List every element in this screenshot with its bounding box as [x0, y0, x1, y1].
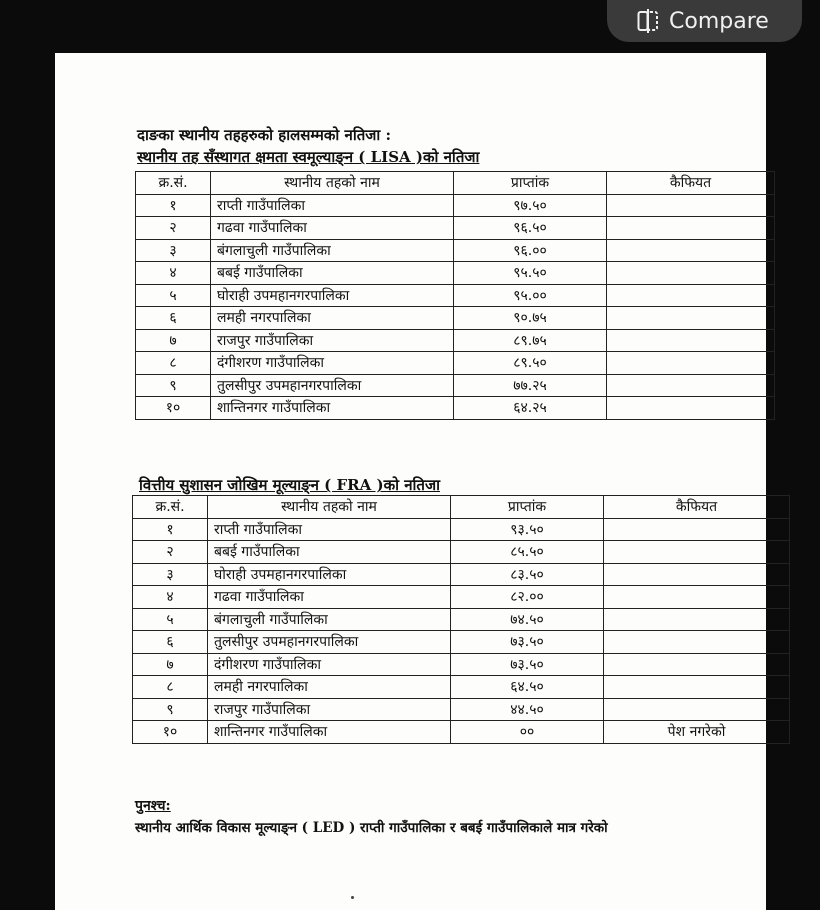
table-row [136, 194, 775, 217]
remark-cell [607, 239, 775, 262]
serial-number-cell: २ [136, 217, 211, 240]
remark-cell [604, 518, 790, 541]
remark-cell [607, 352, 775, 375]
local-level-name-cell: गढवा गाउँपालिका [208, 586, 451, 609]
table-row [136, 374, 775, 397]
score-cell: ९५.५० [454, 262, 607, 285]
score-cell: ६४.२५ [454, 397, 607, 420]
document-page [55, 53, 766, 910]
page-speck [351, 896, 354, 899]
score-cell: ८९.५० [454, 352, 607, 375]
score-cell: ०० [451, 721, 604, 744]
column-header: स्थानीय तहको नाम [211, 172, 454, 195]
local-level-name-cell: तुलसीपुर उपमहानगरपालिका [211, 374, 454, 397]
remark-cell [607, 329, 775, 352]
serial-number-cell: ८ [136, 352, 211, 375]
remark-cell [607, 397, 775, 420]
table-row [136, 284, 775, 307]
serial-number-cell: ९ [136, 374, 211, 397]
score-cell: ९६.०० [454, 239, 607, 262]
local-level-name-cell: घोराही उपमहानगरपालिका [211, 284, 454, 307]
table-header-row [136, 172, 775, 195]
lisa-table [135, 171, 775, 420]
score-cell: ८३.५० [451, 563, 604, 586]
remark-cell [604, 631, 790, 654]
local-level-name-cell: राजपुर गाउँपालिका [208, 698, 451, 721]
local-level-name-cell: लमही नगरपालिका [211, 307, 454, 330]
remark-cell [604, 676, 790, 699]
score-cell: ९०.७५ [454, 307, 607, 330]
column-header: प्राप्तांक [454, 172, 607, 195]
fra-table [132, 495, 790, 744]
serial-number-cell: ४ [133, 586, 208, 609]
table-row [133, 631, 790, 654]
remark-cell [607, 217, 775, 240]
remark-cell [604, 541, 790, 564]
table-row [133, 563, 790, 586]
serial-number-cell: २ [133, 541, 208, 564]
score-cell: ८२.०० [451, 586, 604, 609]
remark-cell [604, 698, 790, 721]
column-header: क्र.सं. [133, 496, 208, 519]
local-level-name-cell: दंगीशरण गाउँपालिका [211, 352, 454, 375]
local-level-name-cell: गढवा गाउँपालिका [211, 217, 454, 240]
table-row [136, 352, 775, 375]
score-cell: ७३.५० [451, 653, 604, 676]
fra-title: वित्तीय सुशासन जोखिम मूल्याङ्न ( FRA )को नतिजा [139, 476, 440, 494]
serial-number-cell: ६ [136, 307, 211, 330]
table-row [136, 217, 775, 240]
score-cell: ८५.५० [451, 541, 604, 564]
table-row [136, 329, 775, 352]
local-level-name-cell: राप्ती गाउँपालिका [211, 194, 454, 217]
score-cell: ४४.५० [451, 698, 604, 721]
table-row [133, 518, 790, 541]
table-row [133, 586, 790, 609]
local-level-name-cell: शान्तिनगर गाउँपालिका [208, 721, 451, 744]
local-level-name-cell: बंगलाचुली गाउँपालिका [211, 239, 454, 262]
score-cell: ९३.५० [451, 518, 604, 541]
local-level-name-cell: तुलसीपुर उपमहानगरपालिका [208, 631, 451, 654]
table-row [136, 397, 775, 420]
remark-cell [607, 262, 775, 285]
serial-number-cell: ६ [133, 631, 208, 654]
compare-label: Compare [669, 8, 769, 34]
table-row [133, 608, 790, 631]
local-level-name-cell: बबई गाउँपालिका [208, 541, 451, 564]
local-level-name-cell: घोराही उपमहानगरपालिका [208, 563, 451, 586]
remark-cell [604, 586, 790, 609]
table-row [133, 541, 790, 564]
score-cell: ७३.५० [451, 631, 604, 654]
remark-cell [607, 194, 775, 217]
serial-number-cell: ७ [133, 653, 208, 676]
table-row [133, 676, 790, 699]
compare-icon [637, 8, 659, 34]
serial-number-cell: १० [133, 721, 208, 744]
serial-number-cell: १ [136, 194, 211, 217]
table-row [133, 653, 790, 676]
compare-button[interactable] [607, 0, 802, 42]
table-header-row [133, 496, 790, 519]
local-level-name-cell: राजपुर गाउँपालिका [211, 329, 454, 352]
score-cell: ९५.०० [454, 284, 607, 307]
remark-cell [604, 608, 790, 631]
column-header: क्र.सं. [136, 172, 211, 195]
remark-cell [604, 563, 790, 586]
table-row [136, 239, 775, 262]
serial-number-cell: ३ [133, 563, 208, 586]
remark-cell [607, 307, 775, 330]
local-level-name-cell: शान्तिनगर गाउँपालिका [211, 397, 454, 420]
serial-number-cell: १ [133, 518, 208, 541]
remark-cell: पेश नगरेको [604, 721, 790, 744]
table-row [136, 307, 775, 330]
score-cell: ८९.७५ [454, 329, 607, 352]
remark-cell [607, 374, 775, 397]
local-level-name-cell: लमही नगरपालिका [208, 676, 451, 699]
score-cell: ७७.२५ [454, 374, 607, 397]
table-row [133, 721, 790, 744]
column-header: कैफियत [604, 496, 790, 519]
score-cell: ९७.५० [454, 194, 607, 217]
score-cell: ६४.५० [451, 676, 604, 699]
document-heading: दाङका स्थानीय तहहरुको हालसम्मको नतिजा : [137, 126, 392, 144]
serial-number-cell: ८ [133, 676, 208, 699]
column-header: स्थानीय तहको नाम [208, 496, 451, 519]
score-cell: ९६.५० [454, 217, 607, 240]
local-level-name-cell: बबई गाउँपालिका [211, 262, 454, 285]
serial-number-cell: ३ [136, 239, 211, 262]
footnote-text: स्थानीय आर्थिक विकास मूल्याङ्न ( LED ) राप्ती गाउँपालिका र बबई गाउँपालिकाले मात्र गरेको [135, 820, 608, 836]
serial-number-cell: ९ [133, 698, 208, 721]
serial-number-cell: ७ [136, 329, 211, 352]
serial-number-cell: ५ [133, 608, 208, 631]
score-cell: ७४.५० [451, 608, 604, 631]
remark-cell [607, 284, 775, 307]
local-level-name-cell: राप्ती गाउँपालिका [208, 518, 451, 541]
column-header: प्राप्तांक [451, 496, 604, 519]
local-level-name-cell: दंगीशरण गाउँपालिका [208, 653, 451, 676]
column-header: कैफियत [607, 172, 775, 195]
lisa-title: स्थानीय तह सँस्थागत क्षमता स्वमूल्याङ्न ( LISA )को नतिजा [137, 148, 480, 166]
serial-number-cell: १० [136, 397, 211, 420]
table-row [133, 698, 790, 721]
table-row [136, 262, 775, 285]
serial-number-cell: ४ [136, 262, 211, 285]
footnote-title: पुनश्च: [135, 798, 171, 814]
serial-number-cell: ५ [136, 284, 211, 307]
remark-cell [604, 653, 790, 676]
local-level-name-cell: बंगलाचुली गाउँपालिका [208, 608, 451, 631]
